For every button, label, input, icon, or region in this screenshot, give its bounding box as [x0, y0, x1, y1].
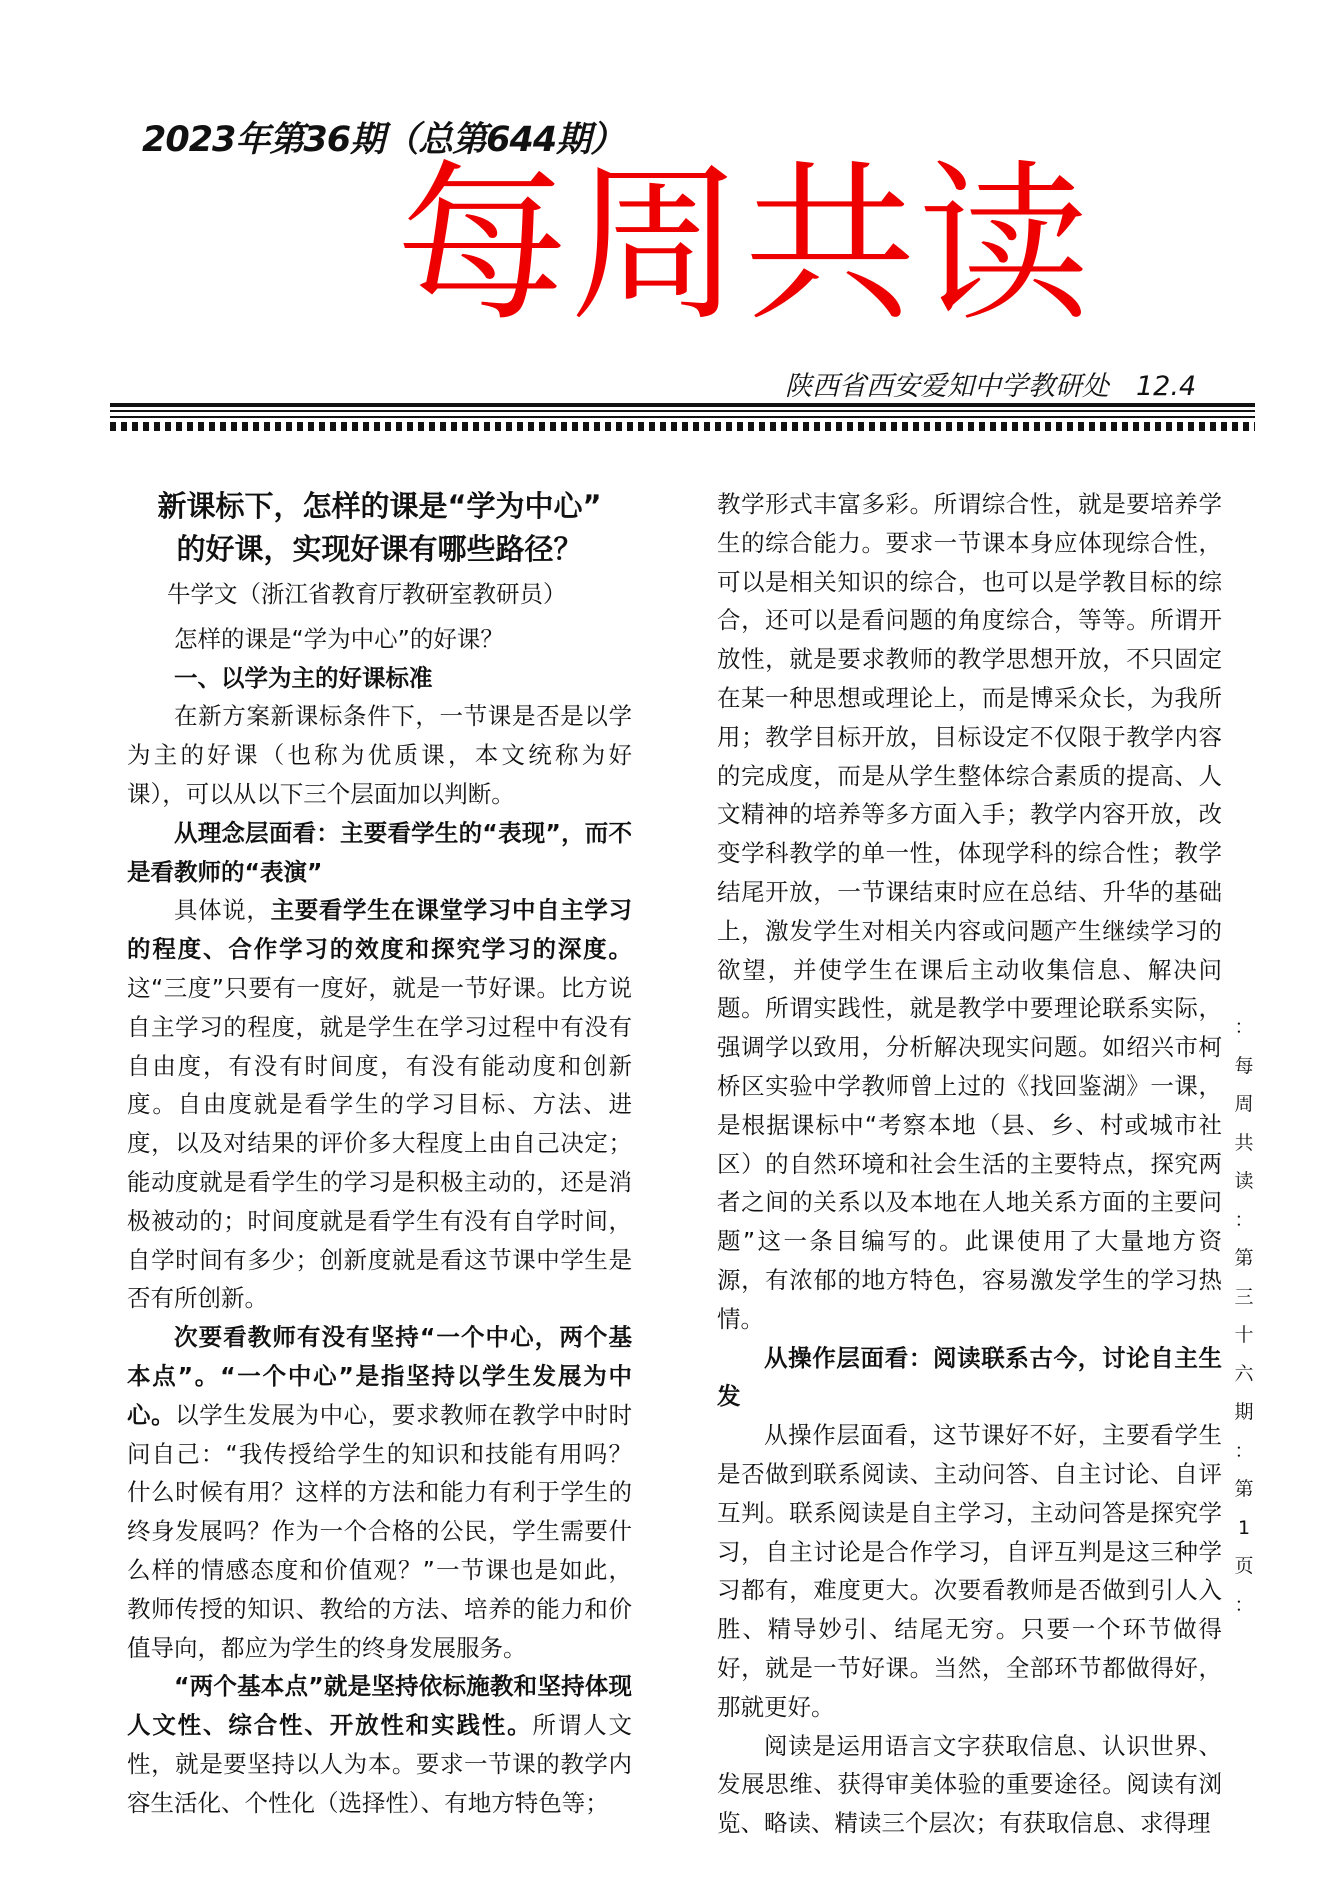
side-char: ： [1234, 1016, 1254, 1038]
header-rule-thin [110, 410, 1255, 412]
side-char: 六 [1234, 1362, 1254, 1385]
article-title [127, 485, 632, 571]
side-char: 三 [1234, 1285, 1254, 1308]
paragraph-reading: 阅读是运用语言文字获取信息、认识世界、发展思维、获得审美体验的重要途径。阅读有浏览、略读、精读三个层次；有获取信息、求得理 [717, 1731, 1222, 1838]
side-char: ： [1234, 1593, 1254, 1616]
masthead-title: 每周共读 [396, 144, 1092, 345]
article-title-line2: 的好课，实现好课有哪些路径？ [176, 532, 583, 566]
side-char: 第 [1234, 1247, 1254, 1269]
side-char: ： [1234, 1208, 1254, 1231]
header-dotted-rule [110, 422, 1255, 431]
left-column [127, 485, 632, 1823]
section-heading: 一、以学为主的好课标准 [174, 663, 433, 692]
side-char: 十 [1234, 1324, 1254, 1346]
article-author: 牛学文（浙江省教育厅教研室教研员） [167, 580, 567, 608]
side-char: 第 [1234, 1478, 1254, 1500]
side-char: 共 [1234, 1131, 1254, 1154]
article-title-line1: 新课标下，怎样的课是“学为中心” [157, 489, 602, 523]
organization-date: 陕西省西安爱知中学教研处 12.4 [785, 371, 1197, 402]
header-rule-thin-2 [110, 416, 1255, 418]
side-char: 1 [1237, 1516, 1251, 1539]
lead-question: 怎样的课是“学为中心”的好课？ [174, 624, 504, 653]
paragraph-two-points: “两个基本点”就是坚持依标施教和坚持体现人文性、综合性、开放性和实践性。所谓人文性，就是要坚持以人为本。要求一节课的教学内容生活化、个性化（选择性）、有地方特色等； [127, 1672, 633, 1817]
side-char: ： [1234, 1439, 1254, 1462]
paragraph-concept: 具体说，主要看学生在课堂学习中自主学习的程度、合作学习的效度和探究学习的深度。这“三度”只要有一度好，就是一节好课。比方说自主学习的程度，就是学生在学习过程中有没有自由度，有没有时间度，有没有能动度和创新度。自由度就是看学生的学习目标、方法、进度，以及对结果的评价多大程度上由自己决定；能动度就是看学生的学习是积极主动的，还是消极被动的；时间度就是看学生有没有自学时间，自学时间有多少；创新度就是看这节课中学生是否有所创新。 [127, 896, 633, 1313]
header-rule-thick [110, 403, 1255, 407]
paragraph-continued: 教学形式丰富多彩。所谓综合性，就是要培养学生的综合能力。要求一节课本身应体现综合性，可以是相关知识的综合，也可以是学教目标的综合，还可以是看问题的角度综合，等等。所谓开放性，就是要求教师的教学思想开放，不只固定在某一种思想或理论上，而是博采众长，为我所用；教学目标开放，目标设定不仅限于教学内容的完成度，而是从学生整体综合素质的提高、人文精神的培养等多方面入手；教学内容开放，改变学科教学的单一性，体现学科的综合性；教学结尾开放，一节课结束时应在总结、升华的基础上，激发学生对相关内容或问题产生继续学习的欲望，并使学生在课后主动收集信息、解决问题。所谓实践性，就是教学中要理论联系实际，强调学以致用，分析解决现实问题。如绍兴市柯桥区实验中学教师曾上过的《找回鉴湖》一课，是根据课标中“考察本地（县、乡、村或城市社区）的自然环境和社会生活的主要特点，探究两者之间的关系以及本地在人地关系方面的主要问题”这一条目编写的。此课使用了大量地方资源，有浓郁的地方特色，容易激发学生的学习热情。 [717, 490, 1222, 1333]
side-char: 读 [1234, 1170, 1254, 1192]
vertical-page-label [1232, 1008, 1256, 1624]
paragraph-one-center: 次要看教师有没有坚持“一个中心，两个基本点”。“一个中心”是指坚持以学生发展为中心。以学生发展为中心，要求教师在教学中时时问自己：“我传授给学生的知识和技能有用吗？什么时候有用？这样的方法和能力有利于学生的终身发展吗？作为一个合格的公民，学生需要什么样的情感态度和价值观？”一节课也是如此，教师传授的知识、教给的方法、培养的能力和价值导向，都应为学生的终身发展服务。 [127, 1323, 633, 1662]
side-char: 周 [1234, 1093, 1254, 1115]
side-char: 期 [1234, 1401, 1254, 1423]
side-char: 页 [1234, 1555, 1254, 1577]
concept-heading: 从理念层面看：主要看学生的“表现”，而不是看教师的“表演” [127, 818, 632, 886]
side-char: 每 [1234, 1054, 1254, 1077]
paragraph-operation: 从操作层面看，这节课好不好，主要看学生是否做到联系阅读、主动问答、自主讨论、自评互判。联系阅读是自主学习，主动问答是探究学习，自主讨论是合作学习，自评互判是这三种学习都有，难度更大。次要看教师是否做到引人入胜、精导妙引、结尾无穷。只要一个环节做得好，就是一节好课。当然，全部环节都做得好，那就更好。 [717, 1421, 1222, 1721]
operation-heading: 从操作层面看：阅读联系古今，讨论自主生发 [717, 1343, 1222, 1411]
paragraph-intro: 在新方案新课标条件下，一节课是否是以学为主的好课（也称为优质课，本文统称为好课），可以从以下三个层面加以判断。 [127, 702, 632, 808]
issue-number: 2023年第36期（总第644期） [142, 120, 625, 160]
right-column [717, 485, 1222, 1843]
